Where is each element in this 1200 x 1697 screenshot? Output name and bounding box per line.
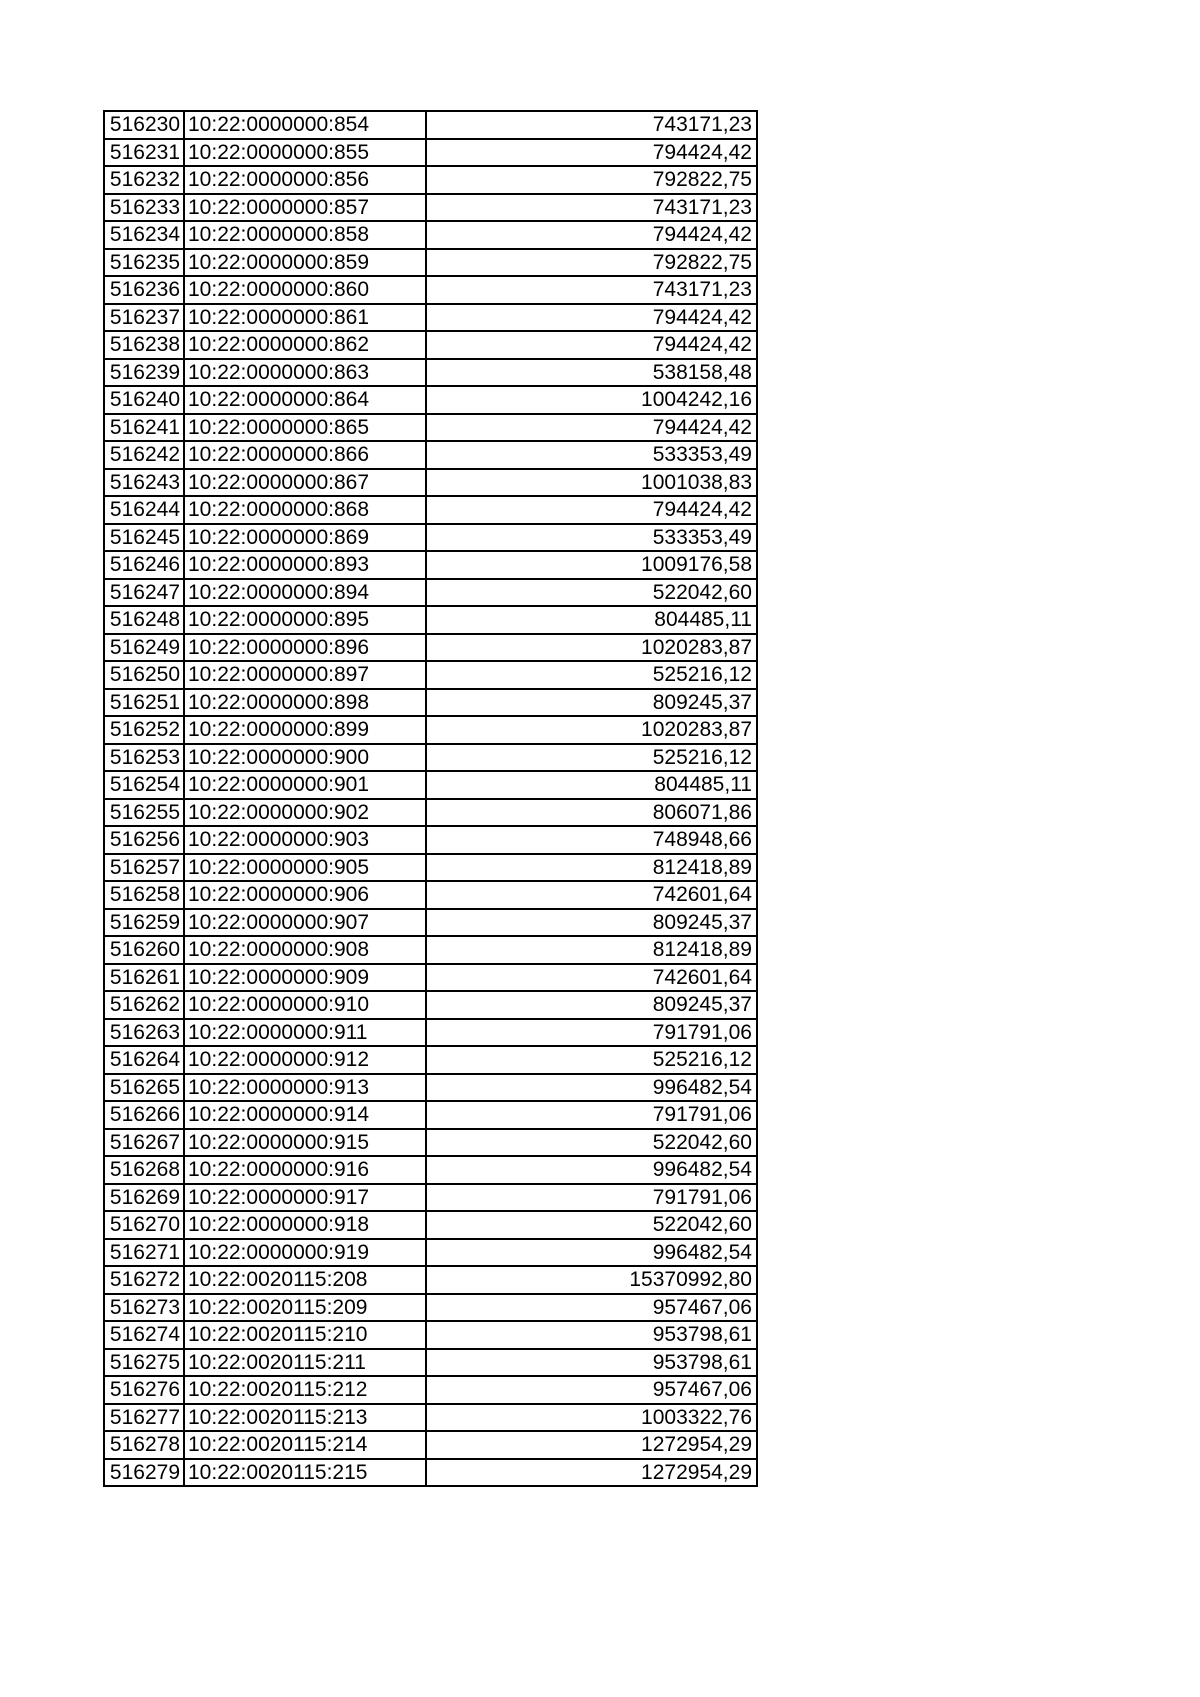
value-cell: 953798,61 (426, 1349, 757, 1377)
cadastral-number-cell: 10:22:0000000:914 (184, 1101, 426, 1129)
value-cell: 1272954,29 (426, 1459, 757, 1487)
cadastral-number-cell: 10:22:0000000:864 (184, 386, 426, 414)
cadastral-number-cell: 10:22:0000000:906 (184, 881, 426, 909)
row-number-cell: 516275 (104, 1349, 184, 1377)
table-row (104, 1239, 757, 1267)
table-row (104, 661, 757, 689)
table-row (104, 496, 757, 524)
table-row (104, 276, 757, 304)
row-number-cell: 516232 (104, 166, 184, 194)
cadastral-number-cell: 10:22:0000000:919 (184, 1239, 426, 1267)
value-cell: 794424,42 (426, 221, 757, 249)
value-cell: 794424,42 (426, 414, 757, 442)
value-cell: 522042,60 (426, 579, 757, 607)
cadastral-number-cell: 10:22:0000000:869 (184, 524, 426, 552)
row-number-cell: 516245 (104, 524, 184, 552)
value-cell: 525216,12 (426, 661, 757, 689)
table-row (104, 964, 757, 992)
value-cell: 1003322,76 (426, 1404, 757, 1432)
row-number-cell: 516276 (104, 1376, 184, 1404)
value-cell: 522042,60 (426, 1129, 757, 1157)
row-number-cell: 516250 (104, 661, 184, 689)
table-row (104, 579, 757, 607)
table-row (104, 1101, 757, 1129)
cadastral-number-cell: 10:22:0000000:910 (184, 991, 426, 1019)
value-cell: 525216,12 (426, 744, 757, 772)
cadastral-number-cell: 10:22:0000000:901 (184, 771, 426, 799)
cadastral-number-cell: 10:22:0000000:859 (184, 249, 426, 277)
cadastral-number-cell: 10:22:0000000:918 (184, 1211, 426, 1239)
table-row (104, 854, 757, 882)
cadastral-number-cell: 10:22:0020115:208 (184, 1266, 426, 1294)
row-number-cell: 516269 (104, 1184, 184, 1212)
row-number-cell: 516259 (104, 909, 184, 937)
value-cell: 1020283,87 (426, 634, 757, 662)
row-number-cell: 516249 (104, 634, 184, 662)
value-cell: 812418,89 (426, 936, 757, 964)
value-cell: 804485,11 (426, 606, 757, 634)
value-cell: 1004242,16 (426, 386, 757, 414)
table-row (104, 991, 757, 1019)
cadastral-number-cell: 10:22:0000000:897 (184, 661, 426, 689)
cadastral-number-cell: 10:22:0000000:915 (184, 1129, 426, 1157)
table-row (104, 166, 757, 194)
table-row (104, 771, 757, 799)
cadastral-number-cell: 10:22:0000000:856 (184, 166, 426, 194)
value-cell: 742601,64 (426, 964, 757, 992)
cadastral-number-cell: 10:22:0000000:862 (184, 331, 426, 359)
table-row (104, 1184, 757, 1212)
cadastral-number-cell: 10:22:0000000:855 (184, 139, 426, 167)
cadastral-number-cell: 10:22:0000000:912 (184, 1046, 426, 1074)
table-row (104, 386, 757, 414)
table-row (104, 139, 757, 167)
value-cell: 1009176,58 (426, 551, 757, 579)
row-number-cell: 516267 (104, 1129, 184, 1157)
value-cell: 794424,42 (426, 496, 757, 524)
cadastral-number-cell: 10:22:0020115:210 (184, 1321, 426, 1349)
table-row (104, 469, 757, 497)
value-cell: 996482,54 (426, 1239, 757, 1267)
value-cell: 742601,64 (426, 881, 757, 909)
value-cell: 792822,75 (426, 166, 757, 194)
value-cell: 957467,06 (426, 1294, 757, 1322)
row-number-cell: 516263 (104, 1019, 184, 1047)
row-number-cell: 516253 (104, 744, 184, 772)
value-cell: 794424,42 (426, 139, 757, 167)
row-number-cell: 516274 (104, 1321, 184, 1349)
row-number-cell: 516239 (104, 359, 184, 387)
cadastral-number-cell: 10:22:0000000:909 (184, 964, 426, 992)
table-row (104, 1404, 757, 1432)
cadastral-number-cell: 10:22:0020115:209 (184, 1294, 426, 1322)
value-cell: 791791,06 (426, 1101, 757, 1129)
row-number-cell: 516258 (104, 881, 184, 909)
cadastral-number-cell: 10:22:0000000:908 (184, 936, 426, 964)
value-cell: 794424,42 (426, 304, 757, 332)
cadastral-number-cell: 10:22:0000000:898 (184, 689, 426, 717)
cadastral-number-cell: 10:22:0020115:215 (184, 1459, 426, 1487)
row-number-cell: 516270 (104, 1211, 184, 1239)
row-number-cell: 516246 (104, 551, 184, 579)
row-number-cell: 516277 (104, 1404, 184, 1432)
row-number-cell: 516257 (104, 854, 184, 882)
cadastral-number-cell: 10:22:0000000:899 (184, 716, 426, 744)
row-number-cell: 516248 (104, 606, 184, 634)
cadastral-number-cell: 10:22:0000000:857 (184, 194, 426, 222)
table-row (104, 1156, 757, 1184)
cadastral-number-cell: 10:22:0000000:860 (184, 276, 426, 304)
value-cell: 1020283,87 (426, 716, 757, 744)
row-number-cell: 516256 (104, 826, 184, 854)
table-row (104, 221, 757, 249)
value-cell: 743171,23 (426, 111, 757, 139)
table-row (104, 881, 757, 909)
cadastral-number-cell: 10:22:0000000:911 (184, 1019, 426, 1047)
cadastral-number-cell: 10:22:0000000:894 (184, 579, 426, 607)
cadastral-number-cell: 10:22:0000000:913 (184, 1074, 426, 1102)
table-row (104, 1266, 757, 1294)
value-cell: 743171,23 (426, 194, 757, 222)
cadastral-number-cell: 10:22:0000000:868 (184, 496, 426, 524)
row-number-cell: 516231 (104, 139, 184, 167)
cadastral-number-cell: 10:22:0000000:863 (184, 359, 426, 387)
value-cell: 1272954,29 (426, 1431, 757, 1459)
row-number-cell: 516244 (104, 496, 184, 524)
table-row (104, 359, 757, 387)
row-number-cell: 516273 (104, 1294, 184, 1322)
row-number-cell: 516264 (104, 1046, 184, 1074)
value-cell: 538158,48 (426, 359, 757, 387)
value-cell: 809245,37 (426, 909, 757, 937)
cadastral-number-cell: 10:22:0000000:865 (184, 414, 426, 442)
row-number-cell: 516242 (104, 441, 184, 469)
row-number-cell: 516238 (104, 331, 184, 359)
value-cell: 809245,37 (426, 689, 757, 717)
cadastral-number-cell: 10:22:0000000:895 (184, 606, 426, 634)
table-row (104, 936, 757, 964)
value-cell: 804485,11 (426, 771, 757, 799)
row-number-cell: 516265 (104, 1074, 184, 1102)
value-cell: 996482,54 (426, 1074, 757, 1102)
table-row (104, 111, 757, 139)
row-number-cell: 516255 (104, 799, 184, 827)
value-cell: 743171,23 (426, 276, 757, 304)
row-number-cell: 516261 (104, 964, 184, 992)
table-row (104, 194, 757, 222)
table-row (104, 1376, 757, 1404)
table-row (104, 331, 757, 359)
value-cell: 533353,49 (426, 524, 757, 552)
value-cell: 957467,06 (426, 1376, 757, 1404)
table-body (104, 111, 757, 1486)
value-cell: 1001038,83 (426, 469, 757, 497)
value-cell: 996482,54 (426, 1156, 757, 1184)
cadastral-number-cell: 10:22:0020115:214 (184, 1431, 426, 1459)
value-cell: 812418,89 (426, 854, 757, 882)
value-cell: 794424,42 (426, 331, 757, 359)
cadastral-number-cell: 10:22:0020115:212 (184, 1376, 426, 1404)
table-row (104, 414, 757, 442)
value-cell: 525216,12 (426, 1046, 757, 1074)
row-number-cell: 516260 (104, 936, 184, 964)
value-cell: 791791,06 (426, 1019, 757, 1047)
table-row (104, 1294, 757, 1322)
row-number-cell: 516237 (104, 304, 184, 332)
row-number-cell: 516241 (104, 414, 184, 442)
table-row (104, 909, 757, 937)
cadastral-number-cell: 10:22:0000000:903 (184, 826, 426, 854)
table-row (104, 1019, 757, 1047)
table-row (104, 1211, 757, 1239)
row-number-cell: 516233 (104, 194, 184, 222)
cadastral-number-cell: 10:22:0000000:861 (184, 304, 426, 332)
cadastral-number-cell: 10:22:0000000:896 (184, 634, 426, 662)
cadastral-number-cell: 10:22:0000000:867 (184, 469, 426, 497)
cadastral-number-cell: 10:22:0000000:866 (184, 441, 426, 469)
table-row (104, 716, 757, 744)
cadastral-number-cell: 10:22:0000000:907 (184, 909, 426, 937)
table-row (104, 1074, 757, 1102)
table-row (104, 826, 757, 854)
table-row (104, 524, 757, 552)
row-number-cell: 516251 (104, 689, 184, 717)
row-number-cell: 516230 (104, 111, 184, 139)
value-cell: 953798,61 (426, 1321, 757, 1349)
cadastral-value-table (103, 110, 758, 1487)
cadastral-number-cell: 10:22:0000000:917 (184, 1184, 426, 1212)
value-cell: 15370992,80 (426, 1266, 757, 1294)
row-number-cell: 516279 (104, 1459, 184, 1487)
row-number-cell: 516254 (104, 771, 184, 799)
cadastral-number-cell: 10:22:0020115:211 (184, 1349, 426, 1377)
cadastral-number-cell: 10:22:0000000:916 (184, 1156, 426, 1184)
cadastral-number-cell: 10:22:0000000:902 (184, 799, 426, 827)
row-number-cell: 516272 (104, 1266, 184, 1294)
row-number-cell: 516268 (104, 1156, 184, 1184)
row-number-cell: 516243 (104, 469, 184, 497)
value-cell: 522042,60 (426, 1211, 757, 1239)
table-row (104, 249, 757, 277)
cadastral-number-cell: 10:22:0000000:858 (184, 221, 426, 249)
row-number-cell: 516235 (104, 249, 184, 277)
row-number-cell: 516262 (104, 991, 184, 1019)
value-cell: 809245,37 (426, 991, 757, 1019)
value-cell: 792822,75 (426, 249, 757, 277)
table-row (104, 744, 757, 772)
cadastral-number-cell: 10:22:0000000:900 (184, 744, 426, 772)
row-number-cell: 516278 (104, 1431, 184, 1459)
table-row (104, 1431, 757, 1459)
table-row (104, 606, 757, 634)
table-row (104, 551, 757, 579)
row-number-cell: 516247 (104, 579, 184, 607)
value-cell: 806071,86 (426, 799, 757, 827)
table-row (104, 1349, 757, 1377)
row-number-cell: 516234 (104, 221, 184, 249)
cadastral-number-cell: 10:22:0000000:905 (184, 854, 426, 882)
row-number-cell: 516271 (104, 1239, 184, 1267)
table-row (104, 799, 757, 827)
table-row (104, 634, 757, 662)
cadastral-number-cell: 10:22:0020115:213 (184, 1404, 426, 1432)
table-row (104, 1046, 757, 1074)
row-number-cell: 516236 (104, 276, 184, 304)
row-number-cell: 516266 (104, 1101, 184, 1129)
cadastral-number-cell: 10:22:0000000:893 (184, 551, 426, 579)
cadastral-number-cell: 10:22:0000000:854 (184, 111, 426, 139)
table-row (104, 1459, 757, 1487)
table-row (104, 1321, 757, 1349)
table-row (104, 441, 757, 469)
row-number-cell: 516252 (104, 716, 184, 744)
value-cell: 791791,06 (426, 1184, 757, 1212)
table-row (104, 689, 757, 717)
value-cell: 748948,66 (426, 826, 757, 854)
value-cell: 533353,49 (426, 441, 757, 469)
table-row (104, 304, 757, 332)
table-row (104, 1129, 757, 1157)
row-number-cell: 516240 (104, 386, 184, 414)
